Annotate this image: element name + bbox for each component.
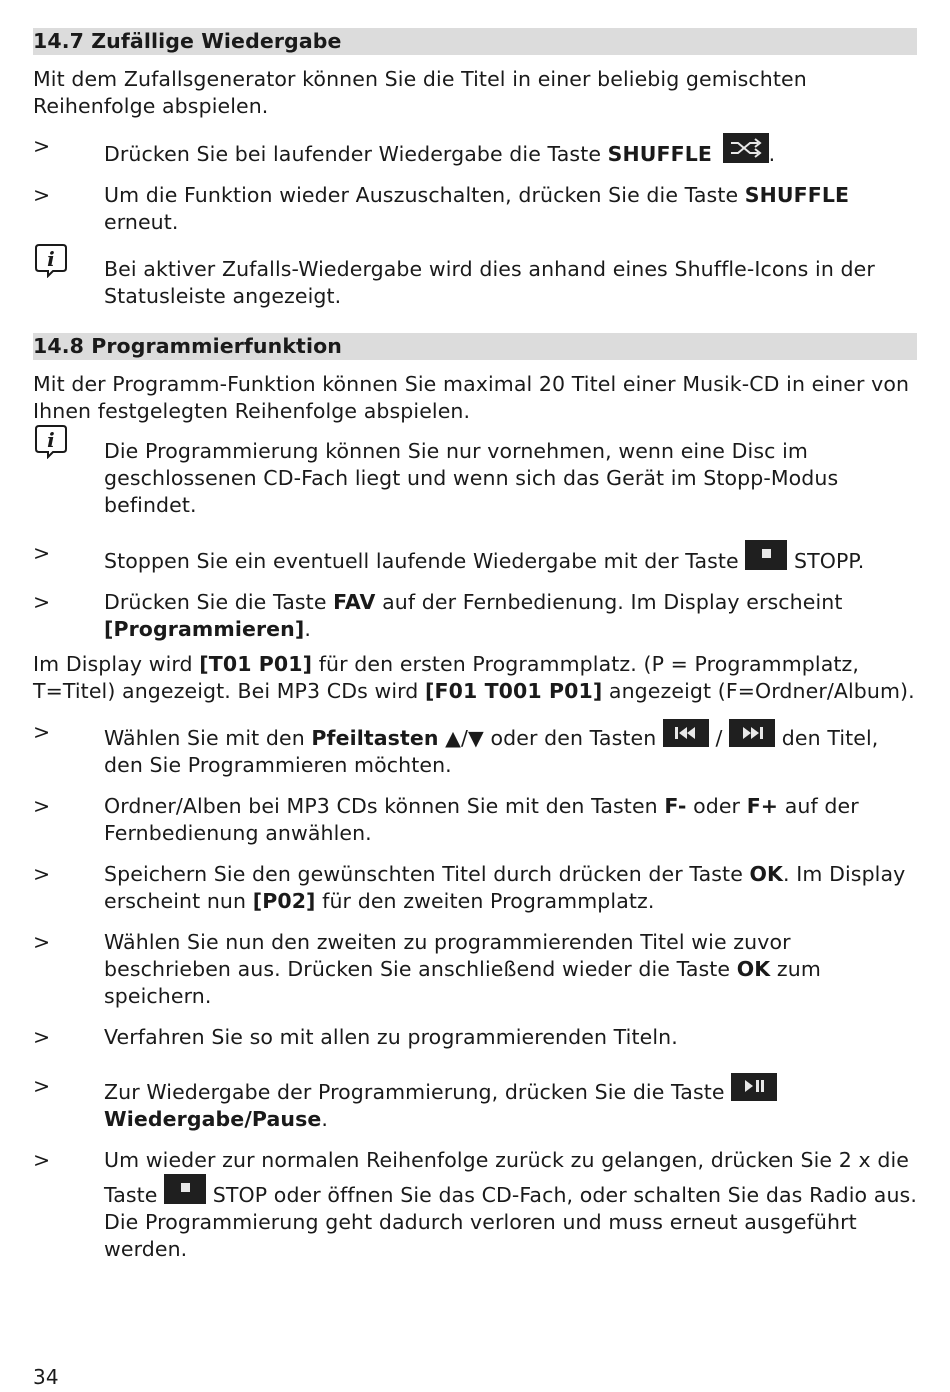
skip-forward-button-icon xyxy=(729,719,775,747)
step-stop: > Stoppen Sie ein eventuell laufende Wiedergabe mit der Taste STOPP. xyxy=(33,541,865,573)
page-number: 34 xyxy=(33,1365,59,1389)
note-text: Die Programmierung können Sie nur vornehmen, wenn eine Disc im geschlossenen CD-Fach liegt und wenn sich das Gerät im Stopp-Modus befindet. xyxy=(104,439,839,517)
section-heading-14-7: 14.7 Zufällige Wiedergabe xyxy=(33,28,917,55)
step-all-titles: > Verfahren Sie so mit allen zu programmierenden Titeln. xyxy=(33,1025,678,1049)
stop-button-icon xyxy=(745,540,787,570)
step-marker: > xyxy=(33,862,51,886)
step-shuffle-on: > Drücken Sie bei laufender Wiedergabe die Taste SHUFFLE . xyxy=(33,134,776,166)
step-save: > Speichern Sie den gewünschten Titel durch drücken der Taste OK. Im Display erscheint nun [P02] für den zweiten Programmplatz. xyxy=(33,862,906,913)
play-pause-button-icon xyxy=(731,1073,777,1101)
skip-back-button-icon xyxy=(663,719,709,747)
stop-button-icon xyxy=(164,1174,206,1204)
step-marker: > xyxy=(33,541,51,565)
section-heading-14-8: 14.8 Programmierfunktion xyxy=(33,333,917,360)
step-select-title: > Wählen Sie mit den Pfeiltasten ▲/▼ oder den Tasten / den Titel, den Sie Programmieren möchten. xyxy=(33,720,879,777)
step-folders: > Ordner/Alben bei MP3 CDs können Sie mit den Tasten F- oder F+ auf der Fernbedienung anwählen. xyxy=(33,794,859,845)
step-shuffle-off: > Um die Funktion wieder Auszuschalten, drücken Sie die Taste SHUFFLE erneut. xyxy=(33,183,850,234)
intro-paragraph-14-8: Mit der Programm-Funktion können Sie maximal 20 Titel einer Musik-CD in einer von Ihnen festgelegten Reihenfolge abspielen. xyxy=(33,372,910,423)
step-marker: > xyxy=(33,1074,51,1098)
step-play: > Zur Wiedergabe der Programmierung, drücken Sie die Taste Wiedergabe/Pause. xyxy=(33,1073,917,1133)
svg-text:i: i xyxy=(47,428,55,452)
shuffle-button-icon xyxy=(723,133,769,163)
step-fav: > Drücken Sie die Taste FAV auf der Fernbedienung. Im Display erscheint [Programmieren]. xyxy=(33,590,843,641)
info-icon xyxy=(33,242,69,278)
step-marker: > xyxy=(33,794,51,818)
step-marker: > xyxy=(33,134,51,158)
info-note-shuffle xyxy=(33,247,917,310)
step-marker: > xyxy=(33,1025,51,1049)
step-second-title: > Wählen Sie nun den zweiten zu programmierenden Titel wie zuvor beschrieben aus. Drücken Sie anschließend wieder die Taste OK zum speichern. xyxy=(33,930,821,1008)
step-marker: > xyxy=(33,1148,51,1172)
step-reset: > Um wieder zur normalen Reihenfolge zurück zu gelangen, drücken Sie 2 x die Taste STOP oder öffnen Sie das CD-Fach, oder schalten Sie das Radio aus. Die Programmierung geht dadurch verloren und muss erneut ausgeführt werden. xyxy=(33,1148,917,1261)
info-icon xyxy=(33,423,69,459)
step-marker: > xyxy=(33,930,51,954)
display-info-paragraph: Im Display wird [T01 P01] für den ersten Programmplatz. (P = Programmplatz, T=Titel) angezeigt. Bei MP3 CDs wird [F01 T001 P01] angezeigt (F=Ordner/Album). xyxy=(33,652,915,703)
step-marker: > xyxy=(33,183,51,207)
svg-text:i: i xyxy=(47,247,55,271)
manual-page xyxy=(33,28,917,1263)
step-marker: > xyxy=(33,590,51,614)
note-text: Bei aktiver Zufalls-Wiedergabe wird dies anhand eines Shuffle-Icons in der Statusleiste angezeigt. xyxy=(104,257,875,308)
step-marker: > xyxy=(33,720,51,744)
info-note-programming xyxy=(33,428,917,519)
intro-paragraph-14-7: Mit dem Zufallsgenerator können Sie die Titel in einer beliebig gemischten Reihenfolge abspielen. xyxy=(33,67,807,118)
